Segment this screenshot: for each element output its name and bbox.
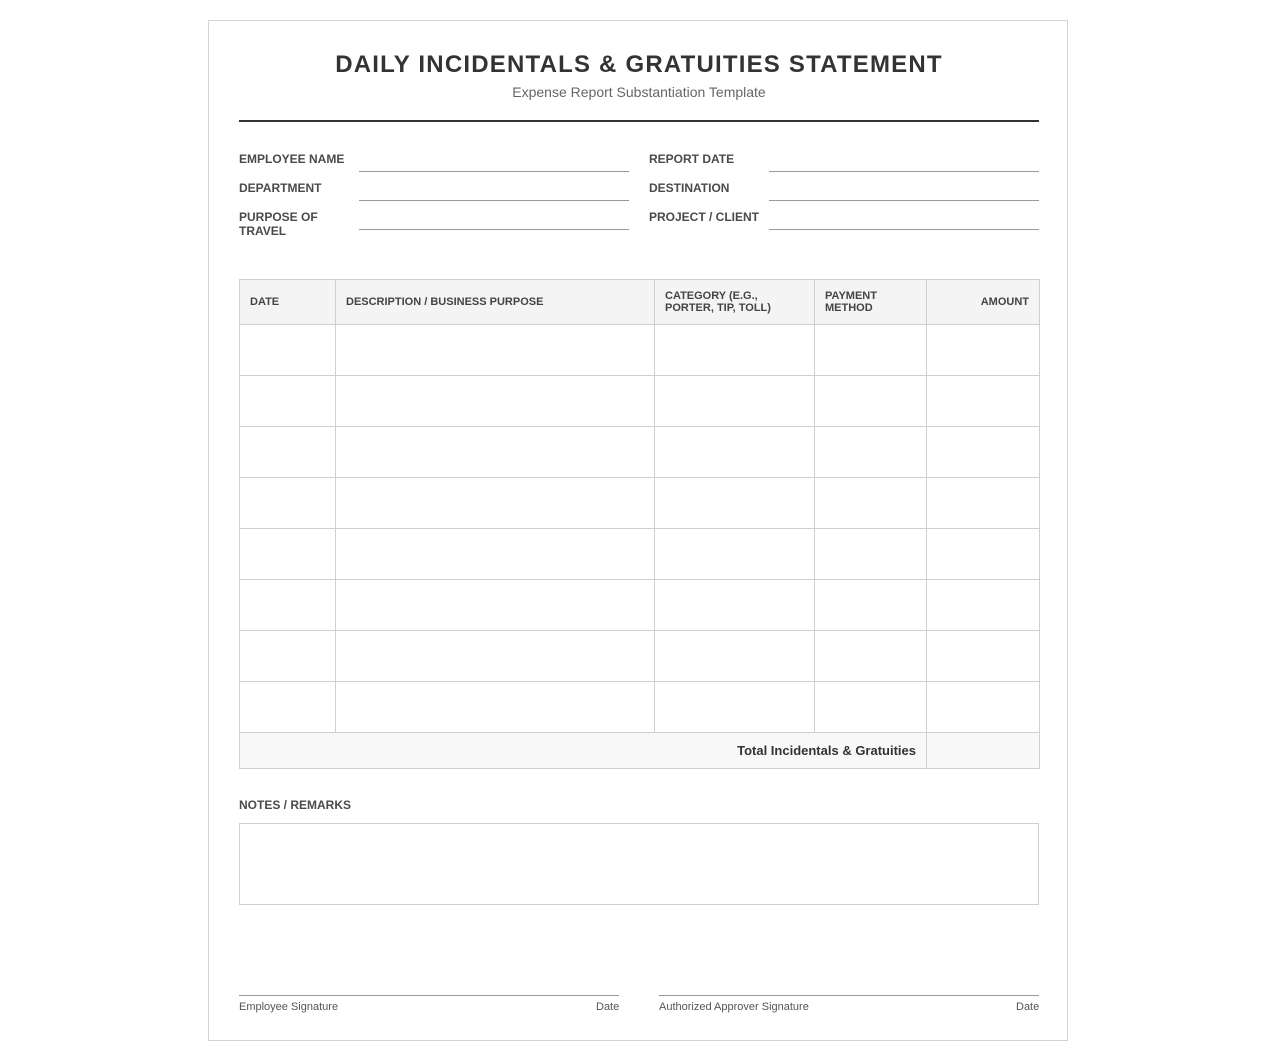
- date-cell[interactable]: [240, 325, 336, 376]
- total-row: [240, 733, 1040, 769]
- payment-method-cell[interactable]: [815, 478, 927, 529]
- department-field[interactable]: [359, 200, 629, 201]
- amount-cell[interactable]: [927, 427, 1040, 478]
- page-content: [239, 21, 1039, 1040]
- approver-signature-date-label: Date: [1016, 1001, 1040, 1013]
- date-cell[interactable]: [240, 529, 336, 580]
- header-divider: [239, 120, 1039, 122]
- date-cell[interactable]: [240, 580, 336, 631]
- payment-method-cell[interactable]: [815, 631, 927, 682]
- description-cell[interactable]: [336, 376, 655, 427]
- category-cell[interactable]: [655, 325, 815, 376]
- incidentals-table: [239, 279, 1040, 769]
- employee-name-field[interactable]: [359, 171, 629, 172]
- amount-cell[interactable]: [927, 682, 1040, 733]
- statement-page: [208, 20, 1068, 1041]
- project-client-field[interactable]: [769, 229, 1039, 230]
- approver-signature-line[interactable]: [659, 995, 1039, 996]
- table-row: [240, 529, 1040, 580]
- payment-method-cell[interactable]: [815, 427, 927, 478]
- purpose-of-travel-label: PURPOSE OF TRAVEL: [239, 210, 318, 238]
- payment-method-cell[interactable]: [815, 325, 927, 376]
- description-cell[interactable]: [336, 631, 655, 682]
- purpose-of-travel-field[interactable]: [359, 229, 629, 230]
- category-cell[interactable]: [655, 529, 815, 580]
- table-row: [240, 631, 1040, 682]
- amount-cell[interactable]: [927, 478, 1040, 529]
- employee-signature-date-label: Date: [596, 1001, 620, 1013]
- category-cell[interactable]: [655, 631, 815, 682]
- column-header-category: CATEGORY (E.G., PORTER, TIP, TOLL): [655, 280, 815, 325]
- description-cell[interactable]: [336, 325, 655, 376]
- column-header-description: DESCRIPTION / BUSINESS PURPOSE: [336, 280, 655, 325]
- amount-cell[interactable]: [927, 631, 1040, 682]
- table-body: [240, 325, 1040, 733]
- payment-method-cell[interactable]: [815, 580, 927, 631]
- description-cell[interactable]: [336, 478, 655, 529]
- table-row: [240, 478, 1040, 529]
- project-client-label: PROJECT / CLIENT: [649, 210, 760, 224]
- table-header-row: [240, 280, 1040, 325]
- total-amount-cell[interactable]: [927, 733, 1040, 769]
- payment-method-cell[interactable]: [815, 529, 927, 580]
- notes-field[interactable]: [239, 823, 1039, 905]
- description-cell[interactable]: [336, 427, 655, 478]
- category-cell[interactable]: [655, 580, 815, 631]
- table-row: [240, 580, 1040, 631]
- total-label: Total Incidentals & Gratuities: [240, 733, 927, 769]
- page-subtitle: Expense Report Substantiation Template: [512, 84, 766, 100]
- table-row: [240, 325, 1040, 376]
- destination-field[interactable]: [769, 200, 1039, 201]
- column-header-date: DATE: [240, 280, 336, 325]
- page-title: DAILY INCIDENTALS & GRATUITIES STATEMENT: [335, 51, 943, 78]
- employee-signature-label: Employee Signature: [239, 1001, 339, 1013]
- payment-method-cell[interactable]: [815, 376, 927, 427]
- amount-cell[interactable]: [927, 325, 1040, 376]
- date-cell[interactable]: [240, 427, 336, 478]
- category-cell[interactable]: [655, 376, 815, 427]
- category-cell[interactable]: [655, 427, 815, 478]
- amount-cell[interactable]: [927, 376, 1040, 427]
- category-cell[interactable]: [655, 478, 815, 529]
- destination-label: DESTINATION: [649, 181, 730, 195]
- payment-method-cell[interactable]: [815, 682, 927, 733]
- date-cell[interactable]: [240, 478, 336, 529]
- table-row: [240, 427, 1040, 478]
- column-header-payment-method: PAYMENT METHOD: [815, 280, 927, 325]
- description-cell[interactable]: [336, 580, 655, 631]
- table-row: [240, 682, 1040, 733]
- employee-signature-line[interactable]: [239, 995, 619, 996]
- report-date-label: REPORT DATE: [649, 152, 735, 166]
- description-cell[interactable]: [336, 529, 655, 580]
- report-date-field[interactable]: [769, 171, 1039, 172]
- category-cell[interactable]: [655, 682, 815, 733]
- amount-cell[interactable]: [927, 580, 1040, 631]
- table-row: [240, 376, 1040, 427]
- date-cell[interactable]: [240, 682, 336, 733]
- approver-signature-label: Authorized Approver Signature: [659, 1001, 809, 1013]
- amount-cell[interactable]: [927, 529, 1040, 580]
- department-label: DEPARTMENT: [239, 181, 322, 195]
- description-cell[interactable]: [336, 682, 655, 733]
- employee-name-label: EMPLOYEE NAME: [239, 152, 345, 166]
- date-cell[interactable]: [240, 631, 336, 682]
- notes-label: NOTES / REMARKS: [239, 798, 352, 812]
- column-header-amount: AMOUNT: [927, 280, 1040, 325]
- date-cell[interactable]: [240, 376, 336, 427]
